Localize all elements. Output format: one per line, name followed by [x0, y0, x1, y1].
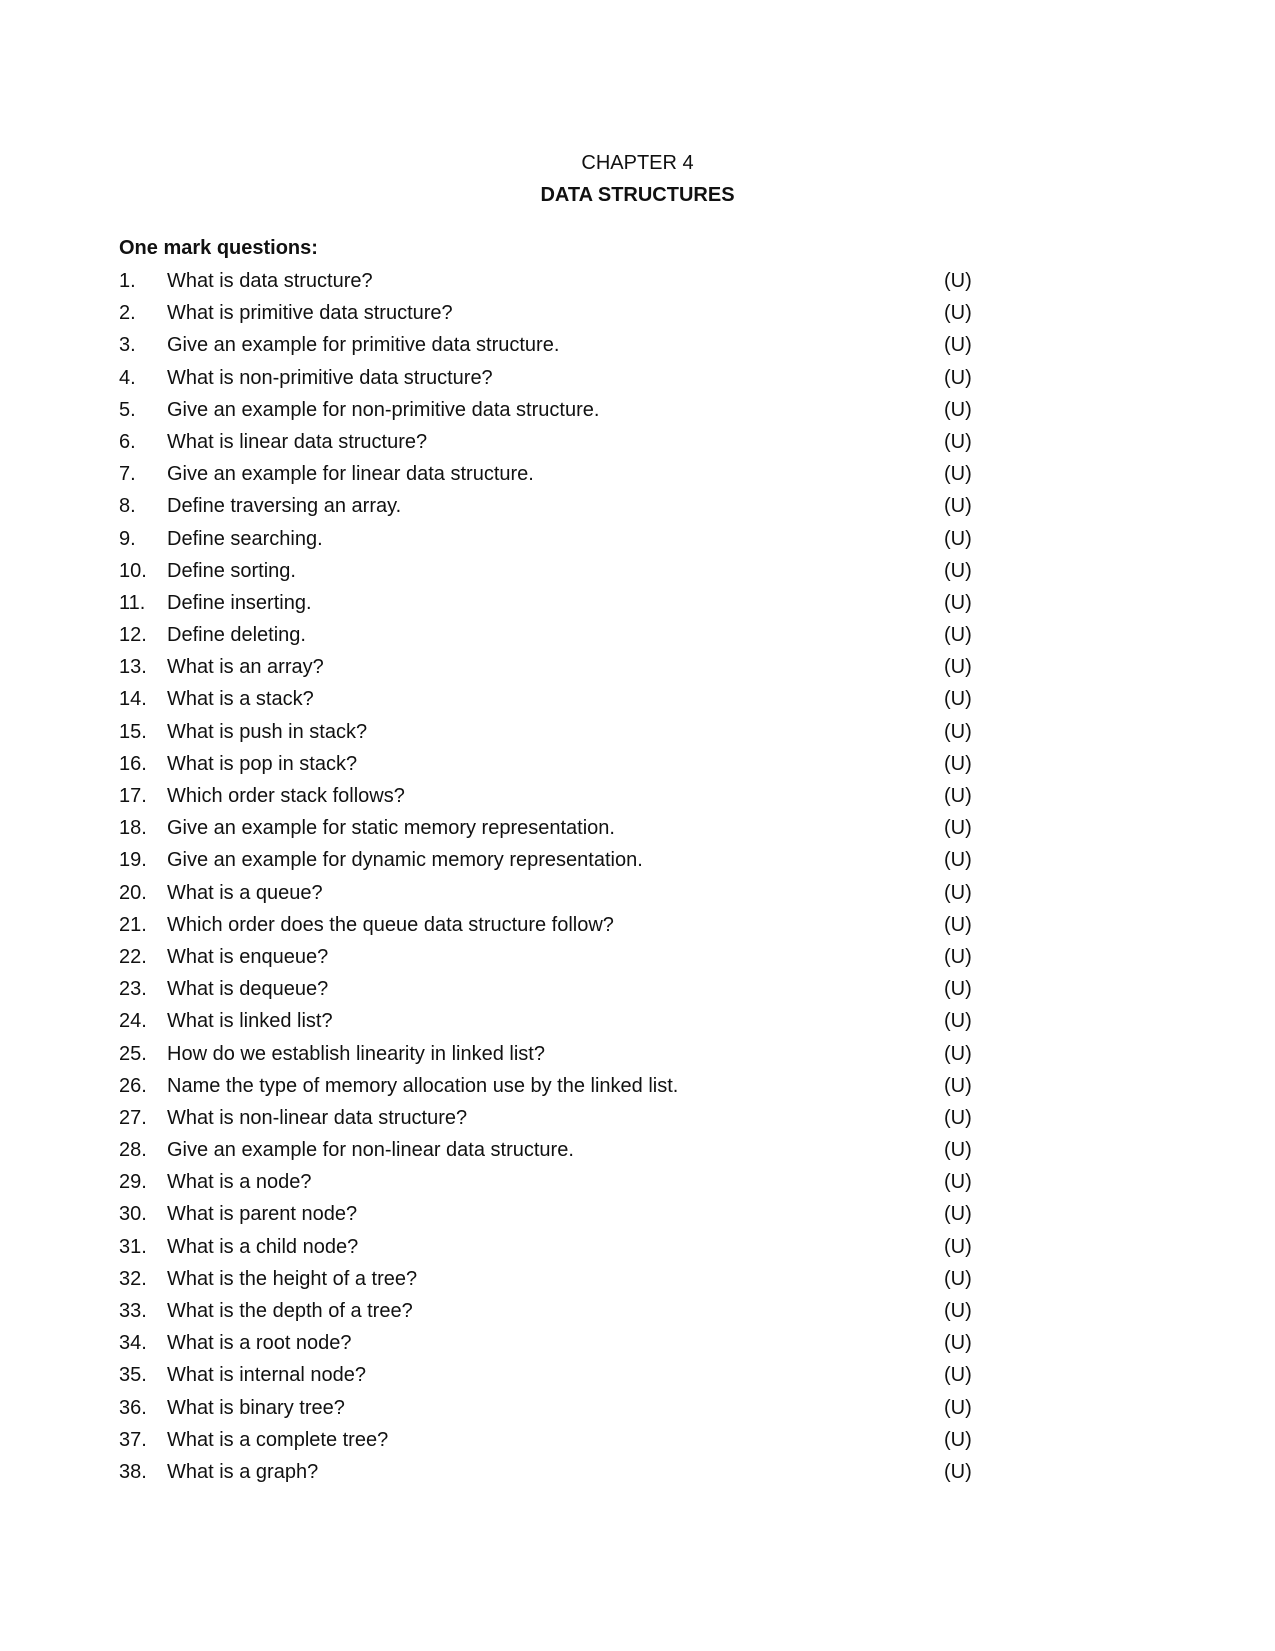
question-level-tag: (U)	[944, 366, 972, 389]
question-item	[119, 1231, 979, 1263]
question-item	[119, 844, 979, 876]
question-text: What is a root node?	[167, 1332, 352, 1355]
question-text: What is linked list?	[167, 1010, 333, 1033]
chapter-title: DATA STRUCTURES	[540, 184, 735, 206]
question-level-tag: (U)	[944, 302, 972, 325]
question-level-tag: (U)	[944, 463, 972, 486]
question-item	[119, 1359, 979, 1391]
question-level-tag: (U)	[944, 430, 972, 453]
question-number: 38.	[119, 1460, 147, 1483]
question-level-tag: (U)	[944, 1332, 972, 1355]
question-level-tag: (U)	[944, 1235, 972, 1258]
question-number: 37.	[119, 1428, 147, 1451]
question-level-tag: (U)	[944, 398, 972, 421]
question-number: 32.	[119, 1267, 147, 1290]
question-number: 2.	[119, 302, 136, 325]
question-number: 15.	[119, 720, 147, 743]
question-item	[119, 523, 979, 555]
question-item	[119, 877, 979, 909]
question-item	[119, 297, 979, 329]
question-item	[119, 780, 979, 812]
question-level-tag: (U)	[944, 817, 972, 840]
question-text: Give an example for primitive data structure.	[167, 334, 560, 357]
question-number: 13.	[119, 656, 147, 679]
question-number: 29.	[119, 1171, 147, 1194]
question-text: What is data structure?	[167, 270, 373, 292]
question-item	[119, 619, 979, 651]
question-item	[119, 362, 979, 394]
question-number: 19.	[119, 849, 147, 872]
question-item	[119, 1198, 979, 1230]
question-text: Define sorting.	[167, 559, 296, 582]
question-text: Give an example for non-linear data structure.	[167, 1139, 574, 1162]
question-level-tag: (U)	[944, 270, 972, 292]
question-level-tag: (U)	[944, 1267, 972, 1290]
question-item	[119, 1134, 979, 1166]
question-text: What is an array?	[167, 656, 324, 679]
question-text: What is the depth of a tree?	[167, 1300, 413, 1322]
question-number: 34.	[119, 1332, 147, 1355]
question-level-tag: (U)	[944, 913, 972, 936]
question-text: Define traversing an array.	[167, 495, 402, 518]
question-text: What is parent node?	[167, 1203, 358, 1226]
question-level-tag: (U)	[944, 495, 972, 518]
section-heading: One mark questions:	[119, 237, 318, 259]
question-number: 24.	[119, 1010, 147, 1033]
question-number: 21.	[119, 913, 147, 936]
question-text: What is binary tree?	[167, 1396, 345, 1419]
question-item	[119, 1456, 979, 1488]
question-text: What is push in stack?	[167, 720, 368, 743]
question-item	[119, 1166, 979, 1198]
question-text: What is a child node?	[167, 1235, 359, 1258]
question-number: 30.	[119, 1203, 147, 1226]
question-item	[119, 587, 979, 619]
question-number: 26.	[119, 1074, 147, 1097]
question-text: Which order stack follows?	[167, 785, 405, 807]
question-level-tag: (U)	[944, 978, 972, 1001]
question-item	[119, 1392, 979, 1424]
question-number: 16.	[119, 752, 147, 775]
question-item	[119, 716, 979, 748]
question-text: What is non-linear data structure?	[167, 1106, 468, 1129]
question-item	[119, 1005, 979, 1037]
question-text: What is a graph?	[167, 1460, 319, 1483]
question-level-tag: (U)	[944, 656, 972, 679]
question-level-tag: (U)	[944, 1364, 972, 1387]
question-text: How do we establish linearity in linked list?	[167, 1042, 545, 1065]
question-level-tag: (U)	[944, 527, 972, 550]
question-item	[119, 812, 979, 844]
question-text: Give an example for static memory representation.	[167, 817, 615, 840]
question-number: 22.	[119, 945, 147, 968]
question-item	[119, 1038, 979, 1070]
question-text: What is dequeue?	[167, 978, 329, 1001]
question-number: 1.	[119, 270, 136, 292]
question-text: What is enqueue?	[167, 945, 329, 968]
question-item	[119, 941, 979, 973]
question-number: 27.	[119, 1106, 147, 1129]
question-item	[119, 1327, 979, 1359]
question-number: 12.	[119, 624, 147, 647]
question-number: 28.	[119, 1139, 147, 1162]
question-level-tag: (U)	[944, 1139, 972, 1162]
question-level-tag: (U)	[944, 720, 972, 743]
question-item	[119, 329, 979, 361]
question-item	[119, 1295, 979, 1327]
question-text: What is a complete tree?	[167, 1428, 389, 1451]
question-level-tag: (U)	[944, 752, 972, 775]
question-level-tag: (U)	[944, 1074, 972, 1097]
question-text: Name the type of memory allocation use by the linked list.	[167, 1074, 679, 1097]
question-level-tag: (U)	[944, 559, 972, 582]
question-text: Give an example for dynamic memory representation.	[167, 849, 643, 872]
chapter-label: CHAPTER 4	[581, 152, 694, 174]
question-level-tag: (U)	[944, 1300, 972, 1322]
question-item	[119, 651, 979, 683]
question-number: 20.	[119, 881, 147, 904]
question-text: Define deleting.	[167, 624, 306, 647]
question-level-tag: (U)	[944, 785, 972, 807]
question-item	[119, 394, 979, 426]
question-number: 4.	[119, 366, 136, 389]
question-text: What is a stack?	[167, 688, 314, 711]
question-number: 10.	[119, 559, 147, 582]
question-item	[119, 426, 979, 458]
question-text: Define inserting.	[167, 591, 312, 614]
question-text: What is pop in stack?	[167, 752, 358, 775]
question-level-tag: (U)	[944, 1010, 972, 1033]
question-level-tag: (U)	[944, 1042, 972, 1065]
question-level-tag: (U)	[944, 1106, 972, 1129]
question-item	[119, 490, 979, 522]
question-text: Give an example for linear data structure.	[167, 463, 534, 486]
question-item	[119, 748, 979, 780]
question-number: 33.	[119, 1300, 147, 1322]
question-text: What is non-primitive data structure?	[167, 366, 493, 389]
question-item	[119, 1070, 979, 1102]
question-number: 23.	[119, 978, 147, 1001]
question-item	[119, 1263, 979, 1295]
question-item	[119, 1102, 979, 1134]
question-item	[119, 555, 979, 587]
question-level-tag: (U)	[944, 591, 972, 614]
question-text: What is the height of a tree?	[167, 1267, 418, 1290]
question-item	[119, 909, 979, 941]
question-number: 9.	[119, 527, 136, 550]
question-number: 35.	[119, 1364, 147, 1387]
question-text: What is a queue?	[167, 881, 323, 904]
question-level-tag: (U)	[944, 1396, 972, 1419]
question-item	[119, 458, 979, 490]
question-number: 11.	[119, 591, 146, 614]
question-item	[119, 1424, 979, 1456]
question-level-tag: (U)	[944, 1460, 972, 1483]
question-item	[119, 683, 979, 715]
question-number: 18.	[119, 817, 147, 840]
question-level-tag: (U)	[944, 1428, 972, 1451]
question-level-tag: (U)	[944, 688, 972, 711]
question-number: 14.	[119, 688, 147, 711]
question-number: 3.	[119, 334, 136, 357]
question-number: 25.	[119, 1042, 147, 1065]
question-level-tag: (U)	[944, 881, 972, 904]
question-number: 7.	[119, 463, 136, 486]
question-level-tag: (U)	[944, 624, 972, 647]
question-text: What is a node?	[167, 1171, 312, 1194]
question-list	[119, 265, 979, 1488]
question-text: What is primitive data structure?	[167, 302, 453, 325]
question-level-tag: (U)	[944, 1171, 972, 1194]
question-item	[119, 265, 979, 297]
question-text: What is linear data structure?	[167, 430, 428, 453]
question-item	[119, 973, 979, 1005]
question-level-tag: (U)	[944, 334, 972, 357]
question-level-tag: (U)	[944, 1203, 972, 1226]
question-level-tag: (U)	[944, 945, 972, 968]
question-number: 6.	[119, 430, 136, 453]
question-level-tag: (U)	[944, 849, 972, 872]
question-number: 8.	[119, 495, 136, 518]
question-number: 5.	[119, 398, 136, 421]
question-text: Which order does the queue data structure follow?	[167, 913, 614, 936]
question-text: Define searching.	[167, 527, 323, 550]
question-number: 17.	[119, 785, 147, 807]
question-text: Give an example for non-primitive data structure.	[167, 398, 600, 421]
question-number: 31.	[119, 1235, 147, 1258]
question-number: 36.	[119, 1396, 147, 1419]
question-text: What is internal node?	[167, 1364, 367, 1387]
